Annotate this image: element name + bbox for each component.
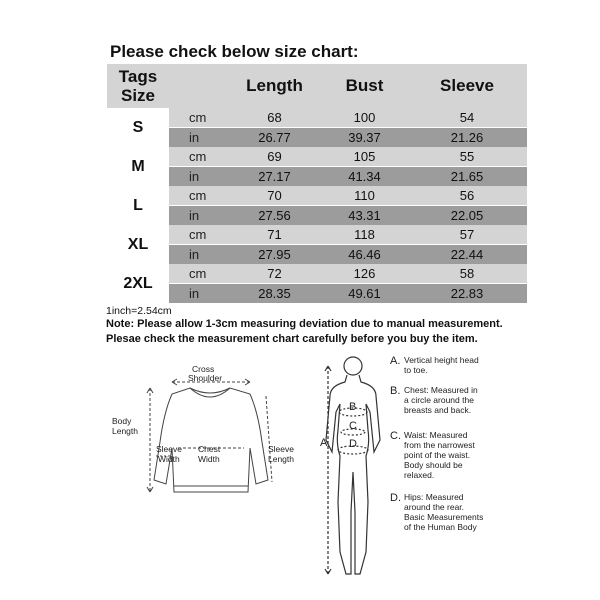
size-xl-in-row	[107, 245, 527, 265]
bust-cell: 39.37	[322, 128, 407, 148]
legend-line: of the Human Body	[404, 522, 477, 532]
sleeve-width-label-2: Width	[158, 454, 180, 464]
size-m-in-row	[107, 167, 527, 187]
legend-key-c: C.	[390, 430, 401, 442]
sleeve-cell: 22.05	[407, 206, 527, 226]
head-icon	[344, 357, 362, 375]
length-cell: 72	[227, 264, 322, 284]
legend-item-a	[390, 355, 479, 375]
size-s-in-row	[107, 128, 527, 148]
unit-in: in	[169, 128, 227, 148]
legend-line: from the narrowest	[404, 440, 475, 450]
bust-header: Bust	[322, 64, 407, 108]
size-label-l: L	[107, 186, 169, 225]
length-header: Length	[227, 64, 322, 108]
size-label-xl: XL	[107, 225, 169, 264]
sleeve-cell: 21.26	[407, 128, 527, 148]
unit-cm: cm	[169, 186, 227, 206]
sleeve-cell: 56	[407, 186, 527, 206]
legend-line: Vertical height head	[404, 355, 479, 365]
bust-cell: 49.61	[322, 284, 407, 304]
legend-line: point of the waist.	[404, 450, 471, 460]
marker-d: D	[349, 438, 357, 450]
unit-in: in	[169, 206, 227, 226]
sleeve-cell: 21.65	[407, 167, 527, 187]
size-2xl-cm-row	[107, 264, 527, 284]
marker-a: A	[320, 437, 328, 449]
marker-c: C	[349, 420, 357, 432]
legend-key-a: A.	[390, 355, 401, 367]
size-chart-table	[107, 64, 527, 303]
legend-line: Hips: Measured	[404, 492, 464, 502]
legend-item-d	[390, 492, 483, 532]
bust-cell: 126	[322, 264, 407, 284]
bust-cell: 46.46	[322, 245, 407, 265]
bust-cell: 110	[322, 186, 407, 206]
legend-item-c	[390, 430, 475, 480]
bust-cell: 41.34	[322, 167, 407, 187]
body-legend	[390, 355, 483, 532]
length-cell: 70	[227, 186, 322, 206]
human-body-diagram	[325, 357, 380, 574]
bust-cell: 100	[322, 108, 407, 128]
unit-cm: cm	[169, 147, 227, 167]
sleeve-width-label: Sleeve	[156, 444, 182, 454]
tags-header-line: Tags	[118, 67, 158, 86]
legend-key-b: B.	[390, 385, 401, 397]
sleeve-header: Sleeve	[407, 64, 527, 108]
unit-in: in	[169, 284, 227, 304]
marker-b: B	[349, 401, 357, 413]
legend-line: a circle around the	[404, 395, 474, 405]
deviation-note: Note: Please allow 1-3cm measuring deviation due to manual measurement.	[106, 318, 503, 330]
size-l-cm-row	[107, 186, 527, 206]
size-xl-cm-row	[107, 225, 527, 245]
check-chart-note: Plesae check the measurement chart carefully before you buy the item.	[106, 333, 478, 345]
body-length-label: Body	[112, 416, 132, 426]
legend-line: breasts and back.	[404, 405, 472, 415]
size-label-m: M	[107, 147, 169, 186]
sleeve-cell: 54	[407, 108, 527, 128]
tags-size-header	[107, 64, 169, 108]
bust-cell: 105	[322, 147, 407, 167]
length-cell: 71	[227, 225, 322, 245]
unit-conversion-note: 1inch=2.54cm	[106, 305, 172, 317]
sweater-diagram	[147, 379, 272, 492]
sleeve-cell: 57	[407, 225, 527, 245]
cross-shoulder-label-2: Shoulder	[188, 373, 223, 383]
legend-line: relaxed.	[404, 470, 435, 480]
size-s-cm-row	[107, 108, 527, 128]
size-chart-header-row	[107, 64, 527, 108]
size-m-cm-row	[107, 147, 527, 167]
sleeve-length-label: Sleeve	[268, 444, 294, 454]
size-chart-heading: Please check below size chart:	[110, 42, 359, 61]
legend-key-d: D.	[390, 492, 401, 504]
sleeve-cell: 55	[407, 147, 527, 167]
legend-line: Waist: Measured	[404, 430, 468, 440]
cross-shoulder-label: Cross	[192, 364, 215, 374]
length-cell: 27.95	[227, 245, 322, 265]
size-header-line: Size	[120, 86, 156, 105]
length-cell: 27.56	[227, 206, 322, 226]
unit-cm: cm	[169, 225, 227, 245]
unit-cm: cm	[169, 108, 227, 128]
legend-item-b	[390, 385, 478, 415]
sweater-outline-icon	[154, 388, 268, 492]
length-cell: 68	[227, 108, 322, 128]
unit-in: in	[169, 167, 227, 187]
bust-cell: 118	[322, 225, 407, 245]
chest-width-label-2: Width	[198, 454, 220, 464]
legend-line: Chest: Measured in	[404, 385, 478, 395]
chest-width-label: Chest	[198, 444, 221, 454]
unit-cm: cm	[169, 264, 227, 284]
unit-header	[169, 64, 227, 108]
sleeve-cell: 22.44	[407, 245, 527, 265]
length-cell: 69	[227, 147, 322, 167]
sleeve-cell: 58	[407, 264, 527, 284]
legend-line: around the rear.	[404, 502, 465, 512]
legend-line: Basic Measurements	[404, 512, 484, 522]
bust-cell: 43.31	[322, 206, 407, 226]
sweater-labels	[112, 364, 294, 464]
size-2xl-in-row	[107, 284, 527, 304]
body-length-label-2: Length	[112, 426, 138, 436]
size-l-in-row	[107, 206, 527, 226]
length-cell: 28.35	[227, 284, 322, 304]
unit-in: in	[169, 245, 227, 265]
size-label-s: S	[107, 108, 169, 147]
legend-line: Body should be	[404, 460, 463, 470]
sleeve-length-label-2: Length	[268, 454, 294, 464]
legend-line: to toe.	[404, 365, 428, 375]
measurement-diagrams	[100, 352, 520, 592]
length-cell: 26.77	[227, 128, 322, 148]
sleeve-cell: 22.83	[407, 284, 527, 304]
length-cell: 27.17	[227, 167, 322, 187]
size-label-2xl: 2XL	[107, 264, 169, 303]
